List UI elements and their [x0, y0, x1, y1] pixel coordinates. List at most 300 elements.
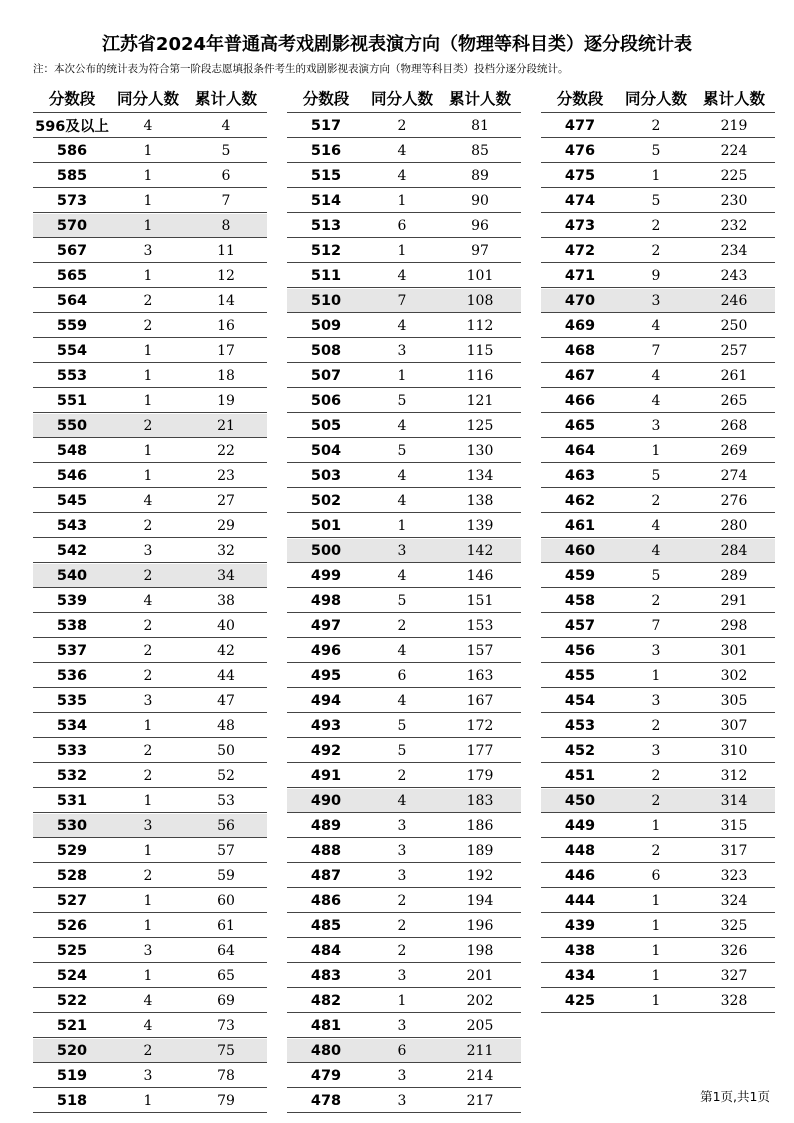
- score-cell: 500: [310, 542, 342, 559]
- same-count-cell: 2: [651, 217, 661, 234]
- cumulative-cell: 202: [466, 992, 494, 1009]
- table-row: [287, 964, 521, 988]
- same-count-cell: 1: [397, 367, 407, 384]
- score-cell: 475: [564, 167, 596, 184]
- table-row: [541, 289, 775, 313]
- same-count-cell: 2: [651, 117, 661, 134]
- score-cell: 477: [564, 117, 596, 134]
- score-cell: 535: [56, 692, 88, 709]
- table-row: [33, 664, 267, 688]
- table-row: [33, 414, 267, 438]
- score-cell: 554: [56, 342, 88, 359]
- score-cell: 468: [564, 342, 596, 359]
- cumulative-cell: 11: [217, 242, 235, 259]
- score-cell: 545: [56, 492, 88, 509]
- table-row: [287, 939, 521, 963]
- cumulative-cell: 6: [221, 167, 231, 184]
- table-row: [541, 939, 775, 963]
- score-cell: 455: [564, 667, 596, 684]
- score-cell: 542: [56, 542, 88, 559]
- same-count-cell: 1: [143, 167, 153, 184]
- score-cell: 464: [564, 442, 596, 459]
- score-cell: 534: [56, 717, 88, 734]
- score-cell: 458: [564, 592, 596, 609]
- same-count-cell: 5: [397, 392, 407, 409]
- cumulative-cell: 65: [217, 967, 235, 984]
- cumulative-cell: 234: [720, 242, 748, 259]
- header-score: 分数段: [302, 90, 350, 108]
- table-row: [33, 339, 267, 363]
- cumulative-cell: 269: [720, 442, 748, 459]
- table-row: [541, 589, 775, 613]
- table-row: [33, 989, 267, 1013]
- same-count-cell: 2: [651, 842, 661, 859]
- header-score: 分数段: [556, 90, 604, 108]
- cumulative-cell: 115: [466, 342, 494, 359]
- cumulative-cell: 47: [217, 692, 235, 709]
- score-cell: 484: [310, 942, 342, 959]
- same-count-cell: 4: [651, 517, 661, 534]
- cumulative-cell: 4: [221, 117, 231, 134]
- table-row: [33, 589, 267, 613]
- cumulative-cell: 50: [217, 742, 235, 759]
- score-cell: 529: [56, 842, 88, 859]
- same-count-cell: 1: [143, 792, 153, 809]
- score-cell: 537: [56, 642, 88, 659]
- table-row: [33, 389, 267, 413]
- table-row: [33, 439, 267, 463]
- cumulative-cell: 89: [471, 167, 489, 184]
- header-score: 分数段: [48, 90, 96, 108]
- table-row: [541, 414, 775, 438]
- table-row: [287, 1064, 521, 1088]
- cumulative-cell: 139: [466, 517, 494, 534]
- table-header: [287, 84, 521, 113]
- table-row: [287, 189, 521, 213]
- cumulative-cell: 18: [217, 367, 235, 384]
- cumulative-cell: 97: [471, 242, 489, 259]
- cumulative-cell: 29: [217, 517, 235, 534]
- score-cell: 486: [310, 892, 342, 909]
- score-cell: 573: [56, 192, 88, 209]
- same-count-cell: 1: [651, 667, 661, 684]
- same-count-cell: 1: [143, 717, 153, 734]
- score-cell: 498: [310, 592, 342, 609]
- score-cell: 551: [56, 392, 88, 409]
- same-count-cell: 3: [143, 242, 153, 259]
- score-cell: 518: [56, 1092, 88, 1109]
- table-row: [287, 814, 521, 838]
- same-count-cell: 6: [397, 667, 407, 684]
- same-count-cell: 1: [143, 142, 153, 159]
- same-count-cell: 1: [397, 192, 407, 209]
- same-count-cell: 3: [397, 1017, 407, 1034]
- table-row: [33, 239, 267, 263]
- same-count-cell: 5: [651, 567, 661, 584]
- same-count-cell: 1: [651, 967, 661, 984]
- score-cell: 481: [310, 1017, 342, 1034]
- score-cell: 482: [310, 992, 342, 1009]
- cumulative-cell: 134: [466, 467, 494, 484]
- cumulative-cell: 315: [720, 817, 748, 834]
- table-row: [541, 739, 775, 763]
- score-cell: 514: [310, 192, 342, 209]
- score-cell: 479: [310, 1067, 342, 1084]
- table-row: [33, 889, 267, 913]
- cumulative-cell: 61: [217, 917, 235, 934]
- cumulative-cell: 312: [720, 767, 748, 784]
- score-cell: 454: [564, 692, 596, 709]
- table-row: [541, 689, 775, 713]
- score-cell: 453: [564, 717, 596, 734]
- score-cell: 497: [310, 617, 342, 634]
- cumulative-cell: 59: [217, 867, 235, 884]
- cumulative-cell: 317: [720, 842, 748, 859]
- score-cell: 462: [564, 492, 596, 509]
- table-row: [287, 514, 521, 538]
- table-row: [541, 189, 775, 213]
- table-row: [541, 464, 775, 488]
- same-count-cell: 5: [651, 192, 661, 209]
- cumulative-cell: 326: [720, 942, 748, 959]
- same-count-cell: 3: [651, 742, 661, 759]
- table-row: [541, 639, 775, 663]
- same-count-cell: 3: [651, 417, 661, 434]
- same-count-cell: 2: [143, 1042, 153, 1059]
- cumulative-cell: 53: [217, 792, 235, 809]
- score-cell: 524: [56, 967, 88, 984]
- cumulative-cell: 163: [466, 667, 494, 684]
- table-row: [33, 314, 267, 338]
- same-count-cell: 4: [651, 542, 661, 559]
- score-cell: 478: [310, 1092, 342, 1109]
- table-row: [287, 414, 521, 438]
- cumulative-cell: 96: [471, 217, 489, 234]
- table-row: [287, 739, 521, 763]
- table-row: [541, 364, 775, 388]
- same-count-cell: 3: [143, 817, 153, 834]
- table-row: [287, 614, 521, 638]
- score-cell: 502: [310, 492, 342, 509]
- table-row: [33, 364, 267, 388]
- same-count-cell: 1: [143, 367, 153, 384]
- cumulative-cell: 225: [720, 167, 748, 184]
- table-row: [541, 664, 775, 688]
- cumulative-cell: 64: [217, 942, 235, 959]
- cumulative-cell: 44: [217, 667, 235, 684]
- same-count-cell: 1: [143, 892, 153, 909]
- table-row: [541, 764, 775, 788]
- score-cell: 511: [310, 267, 342, 284]
- table-row: [541, 889, 775, 913]
- score-cell: 522: [56, 992, 88, 1009]
- same-count-cell: 4: [143, 492, 153, 509]
- same-count-cell: 2: [651, 767, 661, 784]
- cumulative-cell: 121: [466, 392, 494, 409]
- table-row: [287, 264, 521, 288]
- score-cell: 470: [564, 292, 596, 309]
- table-row: [541, 514, 775, 538]
- same-count-cell: 3: [397, 817, 407, 834]
- same-count-cell: 1: [143, 342, 153, 359]
- score-cell: 504: [310, 442, 342, 459]
- same-count-cell: 3: [651, 692, 661, 709]
- table-row: [541, 789, 775, 813]
- table-row: [33, 214, 267, 238]
- cumulative-cell: 23: [217, 467, 235, 484]
- cumulative-cell: 261: [720, 367, 748, 384]
- score-cell: 472: [564, 242, 596, 259]
- cumulative-cell: 211: [466, 1042, 494, 1059]
- table-row: [541, 914, 775, 938]
- table-row: [541, 989, 775, 1013]
- cumulative-cell: 214: [466, 1067, 494, 1084]
- score-cell: 540: [56, 567, 88, 584]
- table-row: [287, 789, 521, 813]
- cumulative-cell: 323: [720, 867, 748, 884]
- cumulative-cell: 7: [221, 192, 231, 209]
- same-count-cell: 1: [651, 942, 661, 959]
- table-row: [541, 214, 775, 238]
- cumulative-cell: 291: [720, 592, 748, 609]
- header-cumulative: 累计人数: [448, 90, 511, 108]
- cumulative-cell: 151: [466, 592, 494, 609]
- score-cell: 457: [564, 617, 596, 634]
- cumulative-cell: 146: [466, 567, 494, 584]
- cumulative-cell: 142: [466, 542, 494, 559]
- table-row: [541, 714, 775, 738]
- table-row: [33, 464, 267, 488]
- same-count-cell: 1: [143, 392, 153, 409]
- same-count-cell: 1: [397, 992, 407, 1009]
- same-count-cell: 2: [143, 867, 153, 884]
- same-count-cell: 5: [397, 742, 407, 759]
- cumulative-cell: 17: [217, 342, 235, 359]
- same-count-cell: 3: [651, 292, 661, 309]
- table-row: [33, 914, 267, 938]
- table-row: [541, 314, 775, 338]
- score-cell: 586: [56, 142, 88, 159]
- score-cell: 548: [56, 442, 88, 459]
- table-row: [541, 564, 775, 588]
- cumulative-cell: 130: [466, 442, 494, 459]
- same-count-cell: 4: [143, 117, 153, 134]
- table-row: [287, 339, 521, 363]
- score-cell: 505: [310, 417, 342, 434]
- cumulative-cell: 284: [720, 542, 748, 559]
- score-cell: 438: [564, 942, 596, 959]
- same-count-cell: 1: [651, 817, 661, 834]
- table-row: [33, 639, 267, 663]
- table-row: [33, 489, 267, 513]
- score-cell: 527: [56, 892, 88, 909]
- cumulative-cell: 5: [221, 142, 231, 159]
- same-count-cell: 2: [143, 292, 153, 309]
- same-count-cell: 2: [143, 642, 153, 659]
- cumulative-cell: 328: [720, 992, 748, 1009]
- score-cell: 503: [310, 467, 342, 484]
- table-row: [287, 364, 521, 388]
- same-count-cell: 3: [651, 642, 661, 659]
- cumulative-cell: 250: [720, 317, 748, 334]
- table-row: [541, 964, 775, 988]
- table-row: [287, 489, 521, 513]
- cumulative-cell: 32: [217, 542, 235, 559]
- table-row: [33, 1039, 267, 1063]
- table-header: [541, 84, 775, 113]
- score-cell: 565: [56, 267, 88, 284]
- score-cell: 519: [56, 1067, 88, 1084]
- score-cell: 564: [56, 292, 88, 309]
- cumulative-cell: 280: [720, 517, 748, 534]
- same-count-cell: 4: [397, 792, 407, 809]
- cumulative-cell: 246: [720, 292, 748, 309]
- table-row: [287, 139, 521, 163]
- table-row: [541, 239, 775, 263]
- table-row: [287, 1089, 521, 1113]
- cumulative-cell: 69: [217, 992, 235, 1009]
- table-row: [541, 389, 775, 413]
- cumulative-cell: 16: [217, 317, 235, 334]
- table-row: [541, 539, 775, 563]
- same-count-cell: 2: [143, 317, 153, 334]
- cumulative-cell: 116: [466, 367, 494, 384]
- score-cell: 550: [56, 417, 88, 434]
- table-row: [33, 739, 267, 763]
- table-row: [287, 314, 521, 338]
- score-cell: 532: [56, 767, 88, 784]
- cumulative-cell: 230: [720, 192, 748, 209]
- score-cell: 488: [310, 842, 342, 859]
- same-count-cell: 4: [397, 417, 407, 434]
- table-row: [541, 139, 775, 163]
- same-count-cell: 1: [143, 442, 153, 459]
- score-cell: 570: [56, 217, 88, 234]
- score-cell: 533: [56, 742, 88, 759]
- table-row: [287, 589, 521, 613]
- table-row: [541, 814, 775, 838]
- score-cell: 559: [56, 317, 88, 334]
- same-count-cell: 7: [651, 617, 661, 634]
- table-column-2: [287, 84, 521, 1113]
- table-row: [33, 264, 267, 288]
- same-count-cell: 3: [143, 692, 153, 709]
- cumulative-cell: 302: [720, 667, 748, 684]
- same-count-cell: 4: [397, 642, 407, 659]
- score-cell: 461: [564, 517, 596, 534]
- same-count-cell: 3: [397, 342, 407, 359]
- same-count-cell: 7: [651, 342, 661, 359]
- score-cell: 476: [564, 142, 596, 159]
- cumulative-cell: 48: [217, 717, 235, 734]
- table-column-3: [541, 84, 775, 1013]
- cumulative-cell: 232: [720, 217, 748, 234]
- same-count-cell: 4: [397, 317, 407, 334]
- cumulative-cell: 38: [217, 592, 235, 609]
- score-cell: 496: [310, 642, 342, 659]
- cumulative-cell: 243: [720, 267, 748, 284]
- score-cell: 483: [310, 967, 342, 984]
- same-count-cell: 1: [143, 217, 153, 234]
- note-text: 注：本次公布的统计表为符合第一阶段志愿填报条件考生的戏剧影视表演方向（物理等科目类）投档分逐分段统计。: [33, 63, 569, 75]
- page-title: 江苏省2024年普通高考戏剧影视表演方向（物理等科目类）逐分段统计表: [101, 34, 693, 55]
- header-same-count: 同分人数: [624, 90, 687, 108]
- cumulative-cell: 301: [720, 642, 748, 659]
- cumulative-cell: 198: [466, 942, 494, 959]
- same-count-cell: 2: [143, 617, 153, 634]
- same-count-cell: 4: [397, 692, 407, 709]
- table-row: [287, 1014, 521, 1038]
- header-same-count: 同分人数: [116, 90, 179, 108]
- score-cell: 520: [56, 1042, 88, 1059]
- cumulative-cell: 298: [720, 617, 748, 634]
- same-count-cell: 4: [143, 592, 153, 609]
- score-cell: 446: [564, 867, 596, 884]
- score-cell: 546: [56, 467, 88, 484]
- same-count-cell: 2: [143, 567, 153, 584]
- table-row: [287, 989, 521, 1013]
- table-row: [287, 839, 521, 863]
- cumulative-cell: 257: [720, 342, 748, 359]
- score-cell: 543: [56, 517, 88, 534]
- score-cell: 469: [564, 317, 596, 334]
- cumulative-cell: 73: [217, 1017, 235, 1034]
- score-cell: 494: [310, 692, 342, 709]
- same-count-cell: 4: [143, 992, 153, 1009]
- score-cell: 567: [56, 242, 88, 259]
- table-row: [541, 264, 775, 288]
- header-same-count: 同分人数: [370, 90, 433, 108]
- cumulative-cell: 108: [466, 292, 494, 309]
- score-cell: 491: [310, 767, 342, 784]
- table-row: [33, 289, 267, 313]
- score-cell: 460: [564, 542, 596, 559]
- cumulative-cell: 56: [217, 817, 235, 834]
- cumulative-cell: 183: [466, 792, 494, 809]
- table-row: [287, 214, 521, 238]
- score-cell: 596及以上: [35, 119, 109, 135]
- score-cell: 456: [564, 642, 596, 659]
- cumulative-cell: 125: [466, 417, 494, 434]
- cumulative-cell: 201: [466, 967, 494, 984]
- score-cell: 465: [564, 417, 596, 434]
- table-row: [33, 564, 267, 588]
- table-row: [541, 339, 775, 363]
- cumulative-cell: 21: [217, 417, 235, 434]
- same-count-cell: 4: [651, 367, 661, 384]
- table-row: [287, 889, 521, 913]
- score-cell: 463: [564, 467, 596, 484]
- table-row: [33, 139, 267, 163]
- table-row: [541, 439, 775, 463]
- table-row: [287, 764, 521, 788]
- same-count-cell: 1: [397, 242, 407, 259]
- table-row: [33, 614, 267, 638]
- same-count-cell: 2: [397, 942, 407, 959]
- score-cell: 539: [56, 592, 88, 609]
- same-count-cell: 5: [397, 442, 407, 459]
- same-count-cell: 1: [651, 917, 661, 934]
- score-cell: 434: [564, 967, 596, 984]
- same-count-cell: 2: [143, 767, 153, 784]
- same-count-cell: 3: [397, 842, 407, 859]
- cumulative-cell: 8: [221, 217, 231, 234]
- table-row: [287, 289, 521, 313]
- cumulative-cell: 305: [720, 692, 748, 709]
- table-row: [541, 614, 775, 638]
- table-row: [33, 814, 267, 838]
- same-count-cell: 1: [651, 992, 661, 1009]
